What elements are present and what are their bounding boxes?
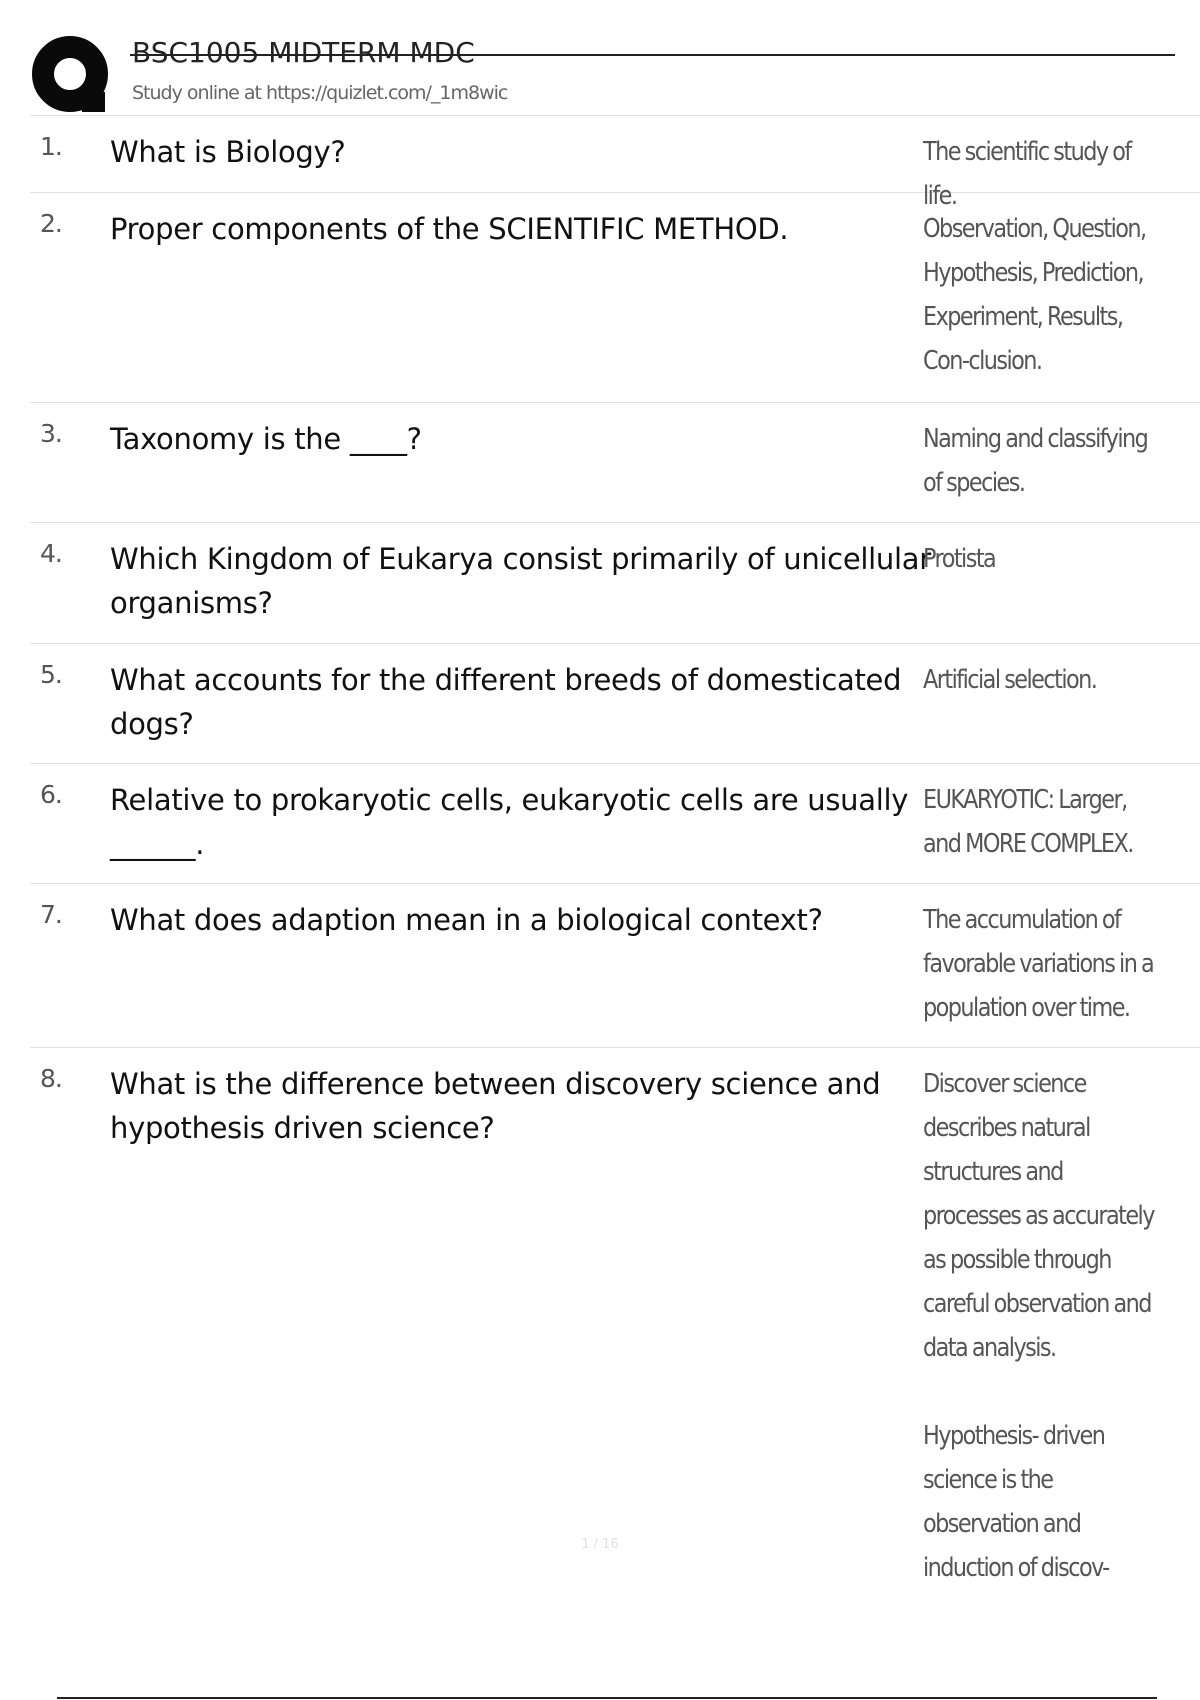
- flashcard-row: [30, 523, 1200, 644]
- card-definition: Protista: [923, 544, 996, 574]
- study-online-link[interactable]: Study online at https://quizlet.com/_1m8wic: [132, 82, 508, 104]
- card-definition: Discover science describes natural structures and processes as accurately as possible through careful observation and data analysis. Hypothesis- driven science is the observation and induction of discov-: [923, 1069, 1154, 1583]
- card-term: What is the difference between discovery science and hypothesis driven science?: [110, 1067, 881, 1145]
- card-definition: The scientific study of life.: [923, 137, 1131, 211]
- footer-rule: [57, 1697, 1157, 1699]
- flashcard-row: [30, 116, 1200, 211]
- card-term: What does adaption mean in a biological context?: [110, 903, 823, 937]
- card-term: Taxonomy is the ____?: [110, 422, 422, 456]
- card-term: What is Biology?: [110, 135, 346, 169]
- card-term: Proper components of the SCIENTIFIC METHOD.: [110, 212, 789, 246]
- card-term: Which Kingdom of Eukarya consist primarily of unicellular organisms?: [110, 542, 931, 620]
- flashcard-row: [30, 193, 1200, 403]
- flashcard-row: [30, 644, 1200, 764]
- card-definition: Artificial selection.: [923, 665, 1097, 695]
- card-definition: The accumulation of favorable variations in a population over time.: [923, 905, 1154, 1023]
- card-term: Relative to prokaryotic cells, eukaryotic cells are usually ______.: [110, 783, 909, 861]
- card-number: 3.: [40, 419, 62, 448]
- card-number: 5.: [40, 660, 62, 689]
- card-number: 4.: [40, 539, 62, 568]
- card-definition: Naming and classifying of species.: [923, 424, 1148, 498]
- flashcard-row: [30, 884, 1200, 1048]
- card-term: What accounts for the different breeds of domesticated dogs?: [110, 663, 902, 741]
- card-number: 6.: [40, 780, 62, 809]
- card-definition: EUKARYOTIC: Larger, and MORE COMPLEX.: [923, 785, 1133, 859]
- card-number: 7.: [40, 900, 62, 929]
- card-definition: Observation, Question, Hypothesis, Prediction, Experiment, Results, Con-clusion.: [923, 214, 1146, 376]
- card-number: 8.: [40, 1064, 62, 1093]
- document-title: BSC1005 MIDTERM MDC: [132, 36, 475, 69]
- flashcard-row: [30, 403, 1200, 523]
- document-header: [30, 28, 1200, 118]
- page-number: 1 / 16: [581, 1537, 619, 1552]
- card-number: 2.: [40, 209, 62, 238]
- card-number: 1.: [40, 132, 62, 161]
- flashcard-row: [30, 764, 1200, 884]
